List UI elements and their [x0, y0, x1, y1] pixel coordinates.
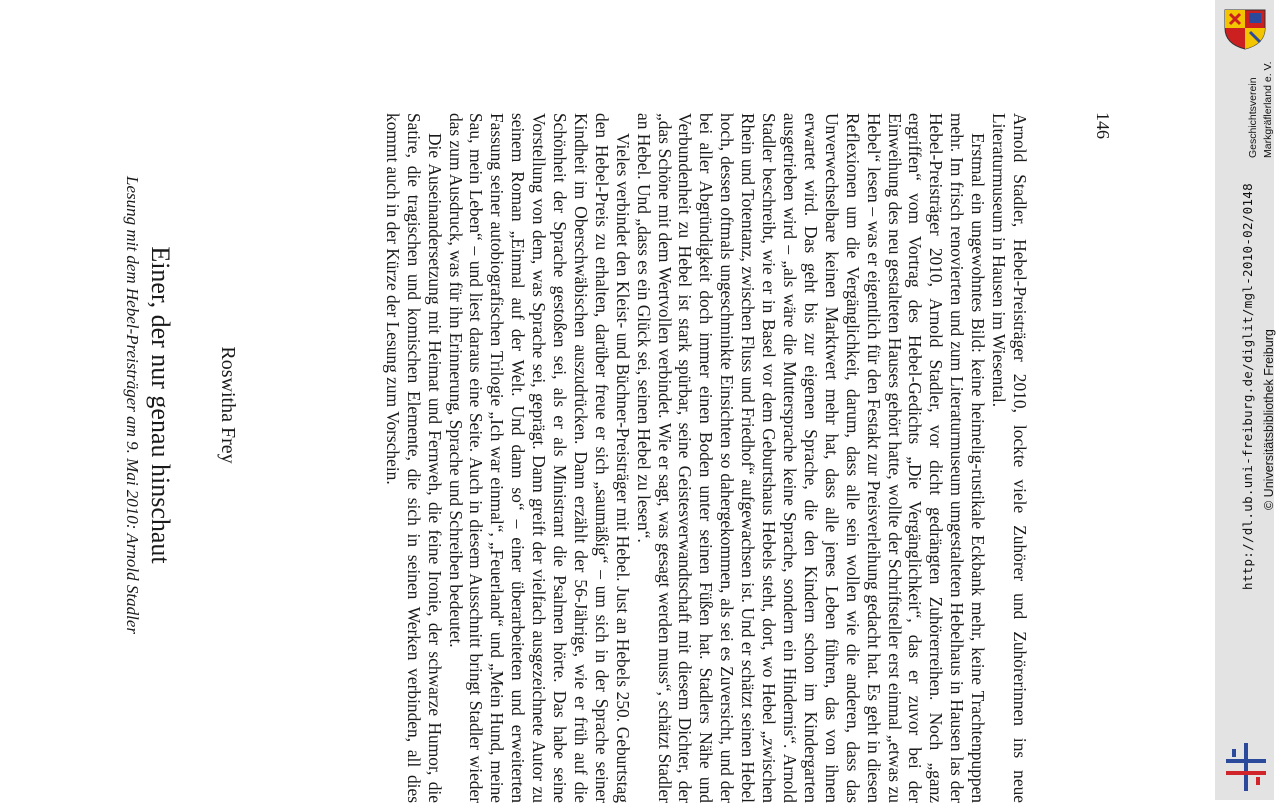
running-head: Lesung mit dem Hebel-Preisträger am 9. Mai 2010: Arnold Stadler [123, 175, 142, 634]
source-url-link[interactable]: http://dl.ub.uni-freiburg.de/diglit/mgl-2010-02/0148 [1240, 183, 1255, 590]
article-title: Einer, der nur genau hinschaut [146, 246, 175, 564]
paragraph: Erstmal ein ungewohntes Bild: keine heimelig-rustikale Eckbank mehr, keine Trachtenpuppen mehr. Im frisch renovierten und zum Literaturmuseum umgestalteten Hebelhaus in Hausen las der Hebel-Preisträger 2010, Arnold Stadler, vor dicht gedrängten Zuhörerreihen. Noch „ganz ergriffen“ vom Vortrag des Hebel-Gedichts „Die Vergänglichkeit“, das er zuvor bei der Einweihung des neu gestalteten Hauses gehört hatte, wollte der Schriftsteller erst einmal „etwas zu Hebel“ lesen – was er eigentlich für den Festakt zur Preisverleihung gedacht hat. Es geht in diesen Reflexionen um die Vergänglichkeit, darum, dass alle sein wollen wie die anderen, dass das Unverwechselbare keinen Marktwert mehr hat, dass alle jenes Leben führen, das von ihnen erwartet wird. Das geht bis zur eigenen Sprache, die den Kindern schon im Kindergarten ausgetrieben wird – „als wäre die Muttersprache keine Sprache, sondern ein Hindernis“. Arnold Stadler beschreibt, wie er in Basel vor dem Geburtshaus Hebels steht, dort, wo Hebel „zwischen Rhein und Totentanz, zwischen Fluss und Friedhof“ aufgewachsen ist. Und er schätzt seinen Hebel hoch, dessen oftmals ungeschminkte Einsichten so dahergekommen, als sei es Zuversicht, und der bei aller Abgründigkeit doch immer einen Boden unter seinen Füßen hat. Stadlers Nähe und Verbundenheit zu Hebel ist stark spürbar, seine Geistesverwandtschaft mit diesem Dichter, der „das Schöne mit dem Wertvollen verbindet. Wie er sagt, was gesagt werden muss“, schätzt Stadler an Hebel. Und „dass es ein Glück sei, seinen Hebel zu lesen“. [633, 113, 989, 803]
ub-freiburg-logo-icon [1224, 743, 1268, 791]
paragraph: Die Auseinandersetzung mit Heimat und Fernweh, die feine Ironie, der schwarze Humor, die Satire, die tragischen und komischen Elemente, die sich in seinen Werken verbinden, all dies kommt auch in der Kürze der Lesung zum Vorschein. [382, 113, 445, 803]
society-name-line1: Geschichtsverein [1247, 77, 1259, 158]
article-author: Roswitha Frey [217, 346, 239, 464]
society-name-line2: Markgräflerland e. V. [1262, 61, 1274, 158]
paragraph: Arnold Stadler, Hebel-Preisträger 2010, lockte viele Zuhörer und Zuhörerinnen ins neue Literaturmuseum in Hausen im Wiesental. [989, 113, 1030, 803]
coat-of-arms-icon [1222, 8, 1268, 50]
page-number: 146 [1093, 112, 1113, 139]
copyright-notice: © Universitätsbibliothek Freiburg [1262, 329, 1276, 510]
article-body [270, 113, 1030, 803]
paragraph: Vieles verbindet den Kleist- und Büchner-Preisträger mit Hebel. Just an Hebels 250. Geburtstag den Hebel-Preis zu erhalten, darüber freue er sich „saumäßig“ – um sich in der Sprache seiner Kindheit im Oberschwäbischen auszudrücken. Dann erzählt der 56-Jährige, wie er früh auf die Schönheit der Sprache gestoßen sei, als er als Ministrant die Psalmen hörte. Das habe seine Vorstellung von dem, was Sprache sei, geprägt. Dann greift der vielfach ausgezeichnete Autor zu seinem Roman „Einmal auf der Welt. Und dann so“ – einer überarbeiteten und erweiterten Fassung seiner autobiografischen Trilogie „Ich war einmal“, „Feuerland“ und „Mein Hund, meine Sau, mein Leben“ – und liest daraus eine Seite. Auch in diesem Ausschnitt bringt Stadler wieder das zum Ausdruck, was für ihn Erinnerung, Sprache und Schreiben bedeutet. [445, 113, 633, 803]
